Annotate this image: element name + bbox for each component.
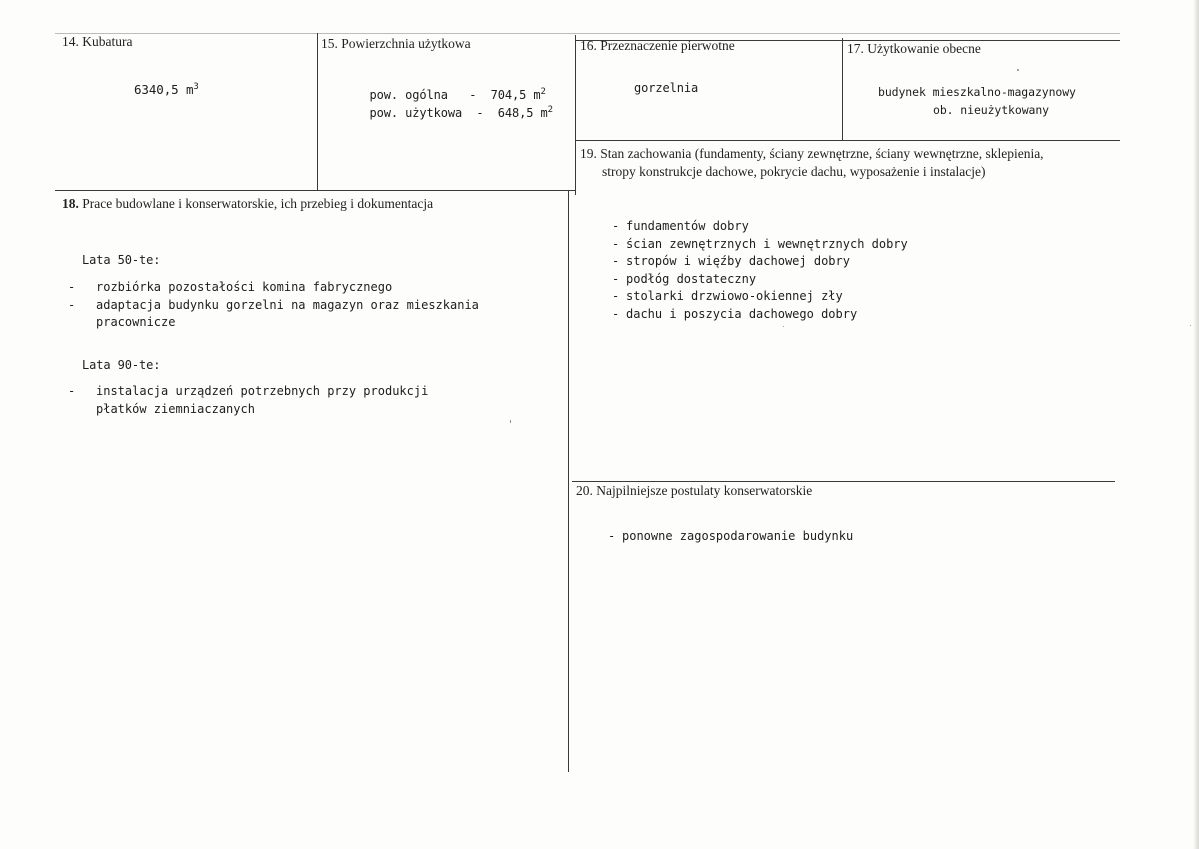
list-item-text: adaptacja budynku gorzelni na magazyn oraz mieszkania pracownicze [96,297,479,329]
list-item-text: podłóg dostateczny [626,271,757,286]
section-15-line2: pow. użytkowa - 648,5 $m^2$ [369,105,553,120]
section-16-value: gorzelnia [634,81,699,95]
section-15-line1: pow. ogólna - 704,5 $m^2$ [369,87,546,102]
section-20-heading: 20. Najpilniejsze postulaty konserwatorskie [576,483,813,498]
section-18-group1-list [68,279,482,332]
section-19-heading-line1: 19. Stan zachowania (fundamenty, ściany zewnętrzne, ściany wewnętrzne, sklepienia, [580,146,1044,161]
scan-speck [1190,325,1191,326]
list-bullet-dash: - [612,219,620,233]
section-18-heading: 18. Prace budowlane i konserwatorskie, ich przebieg i dokumentacja [62,196,434,211]
divider-main [575,35,576,195]
section-18-group2-title: Lata 90-te: [82,358,161,372]
work-item [68,297,482,332]
list-bullet-dash: - [68,297,76,312]
top-border [55,33,1120,34]
section-19-heading-line2: stropy konstrukcje dachowe, pokrycie dachu, wyposażenie i instalacje) [602,164,986,179]
line-above-18 [55,190,576,191]
scan-speck [1017,69,1019,71]
list-bullet-dash: - [612,254,620,268]
section-20-list [608,528,853,546]
list-bullet-dash: - [68,280,76,294]
condition-item [612,236,908,254]
divider-16-17 [842,38,843,141]
section-15-heading: 15. Powierzchnia użytkowa [321,36,471,51]
section-14-value: 6340,5 $m^3$ [134,82,199,97]
condition-item [612,306,908,324]
section-18-group2-list [68,383,482,418]
condition-item [612,218,908,236]
list-item-text: ponowne zagospodarowanie budynku [622,529,854,543]
list-bullet-dash: - [612,306,620,321]
line-above-19 [576,140,1120,141]
condition-item [612,271,908,289]
list-item-text: fundamentów dobry [626,219,749,233]
divider-main-lower [568,190,569,772]
list-bullet-dash: - [612,271,620,286]
scan-speck [510,420,511,423]
section-17-line1: budynek mieszkalno-magazynowy [878,85,1076,99]
section-14-heading: 14. Kubatura [62,34,133,49]
section-18-group1-title: Lata 50-te: [82,253,161,267]
list-item-text: ścian zewnętrznych i wewnętrznych dobry [626,236,908,251]
list-bullet-dash: - [612,289,620,303]
condition-item [612,253,908,271]
list-item-text: dachu i poszycia dachowego dobry [626,306,858,321]
scan-speck [783,326,784,327]
list-item-text: rozbiórka pozostałości komina fabrycznego [96,280,393,294]
list-bullet-dash: - [608,529,616,543]
section-17-heading: 17. Użytkowanie obecne [847,41,981,56]
work-item [68,383,482,418]
divider-14-15 [317,33,318,190]
list-item-text: instalacja urządzeń potrzebnych przy produkcji płatków ziemniaczanych [96,384,429,416]
scan-edge [1193,0,1199,849]
postulate-item [608,528,853,546]
list-item-text: stolarki drzwiowo-okiennej zły [626,289,843,303]
list-bullet-dash: - [612,236,620,251]
section-17-line2: ob. nieużytkowany [933,103,1050,117]
section-16-heading: 16. Przeznaczenie pierwotne [580,38,735,53]
work-item [68,279,482,297]
section-19-list [612,218,908,323]
list-bullet-dash: - [68,384,76,398]
condition-item [612,288,908,306]
list-item-text: stropów i więźby dachowej dobry [626,254,850,268]
